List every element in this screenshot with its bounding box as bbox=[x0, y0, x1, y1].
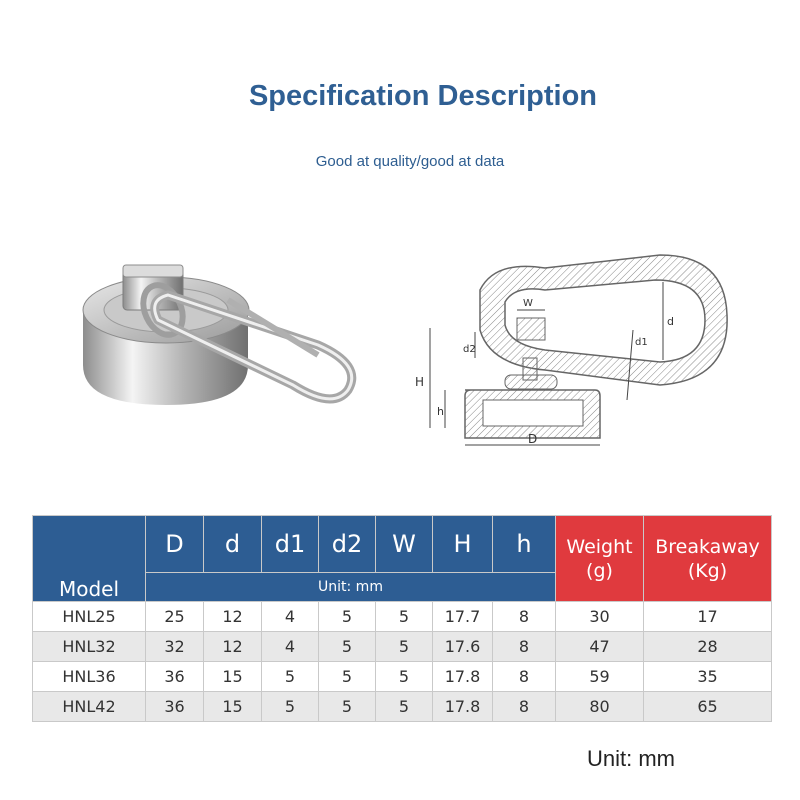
header-d1: d1 bbox=[262, 516, 319, 573]
cell-model: HNL36 bbox=[33, 662, 146, 692]
header-h: h bbox=[493, 516, 556, 573]
cell-breakaway: 28 bbox=[644, 632, 772, 662]
cell-d2: 5 bbox=[319, 692, 376, 722]
cell-H: 17.8 bbox=[433, 662, 493, 692]
cell-weight: 59 bbox=[556, 662, 644, 692]
cell-d2: 5 bbox=[319, 602, 376, 632]
cell-weight: 30 bbox=[556, 602, 644, 632]
table-row bbox=[33, 662, 772, 692]
cell-weight: 47 bbox=[556, 632, 644, 662]
cell-D: 32 bbox=[146, 632, 204, 662]
header-breakaway-unit: (Kg) bbox=[687, 559, 728, 582]
cell-breakaway: 35 bbox=[644, 662, 772, 692]
cell-W: 5 bbox=[376, 602, 433, 632]
cell-D: 36 bbox=[146, 692, 204, 722]
cell-h: 8 bbox=[493, 632, 556, 662]
table-row bbox=[33, 692, 772, 722]
cell-breakaway: 17 bbox=[644, 602, 772, 632]
technical-drawing bbox=[405, 240, 765, 460]
unit-note: Unit: mm bbox=[587, 746, 675, 771]
cell-d: 12 bbox=[204, 632, 262, 662]
header-unit: Unit: mm bbox=[146, 573, 556, 602]
cell-model: HNL42 bbox=[33, 692, 146, 722]
header-d: d bbox=[204, 516, 262, 573]
cell-d: 15 bbox=[204, 662, 262, 692]
cell-d2: 5 bbox=[319, 632, 376, 662]
cell-W: 5 bbox=[376, 692, 433, 722]
header-W: W bbox=[376, 516, 433, 573]
page-subtitle: Good at quality/good at data bbox=[315, 153, 505, 170]
cell-d1: 4 bbox=[262, 632, 319, 662]
cell-d: 12 bbox=[204, 602, 262, 632]
cell-model: HNL32 bbox=[33, 632, 146, 662]
cell-weight: 80 bbox=[556, 692, 644, 722]
header-D: D bbox=[146, 516, 204, 573]
cell-H: 17.8 bbox=[433, 692, 493, 722]
table-row bbox=[33, 602, 772, 632]
label-d: d bbox=[667, 315, 674, 328]
header-d2: d2 bbox=[319, 516, 376, 573]
label-d1: d1 bbox=[635, 337, 648, 348]
cell-breakaway: 65 bbox=[644, 692, 772, 722]
cell-H: 17.6 bbox=[433, 632, 493, 662]
header-breakaway-label: Breakaway bbox=[655, 535, 760, 558]
cell-W: 5 bbox=[376, 662, 433, 692]
cell-h: 8 bbox=[493, 602, 556, 632]
header-weight-unit: (g) bbox=[586, 559, 613, 582]
label-d2: d2 bbox=[463, 344, 476, 355]
cell-d2: 5 bbox=[319, 662, 376, 692]
cell-d1: 5 bbox=[262, 692, 319, 722]
cell-model: HNL25 bbox=[33, 602, 146, 632]
cell-W: 5 bbox=[376, 632, 433, 662]
header-model: Model bbox=[33, 516, 146, 602]
table-row bbox=[33, 632, 772, 662]
cell-d1: 4 bbox=[262, 602, 319, 632]
header-weight-label: Weight bbox=[566, 535, 633, 558]
header-weight bbox=[556, 516, 644, 602]
cell-d1: 5 bbox=[262, 662, 319, 692]
cell-d: 15 bbox=[204, 692, 262, 722]
cell-D: 25 bbox=[146, 602, 204, 632]
spec-table bbox=[32, 515, 772, 722]
page-title: Specification Description bbox=[248, 80, 598, 112]
header-breakaway bbox=[644, 516, 772, 602]
cell-h: 8 bbox=[493, 692, 556, 722]
cell-h: 8 bbox=[493, 662, 556, 692]
cell-D: 36 bbox=[146, 662, 204, 692]
label-D: D bbox=[528, 432, 538, 446]
label-W: W bbox=[523, 298, 533, 309]
cell-H: 17.7 bbox=[433, 602, 493, 632]
product-photo bbox=[78, 255, 398, 425]
header-H: H bbox=[433, 516, 493, 573]
label-h: h bbox=[437, 405, 444, 418]
label-H: H bbox=[415, 375, 425, 389]
